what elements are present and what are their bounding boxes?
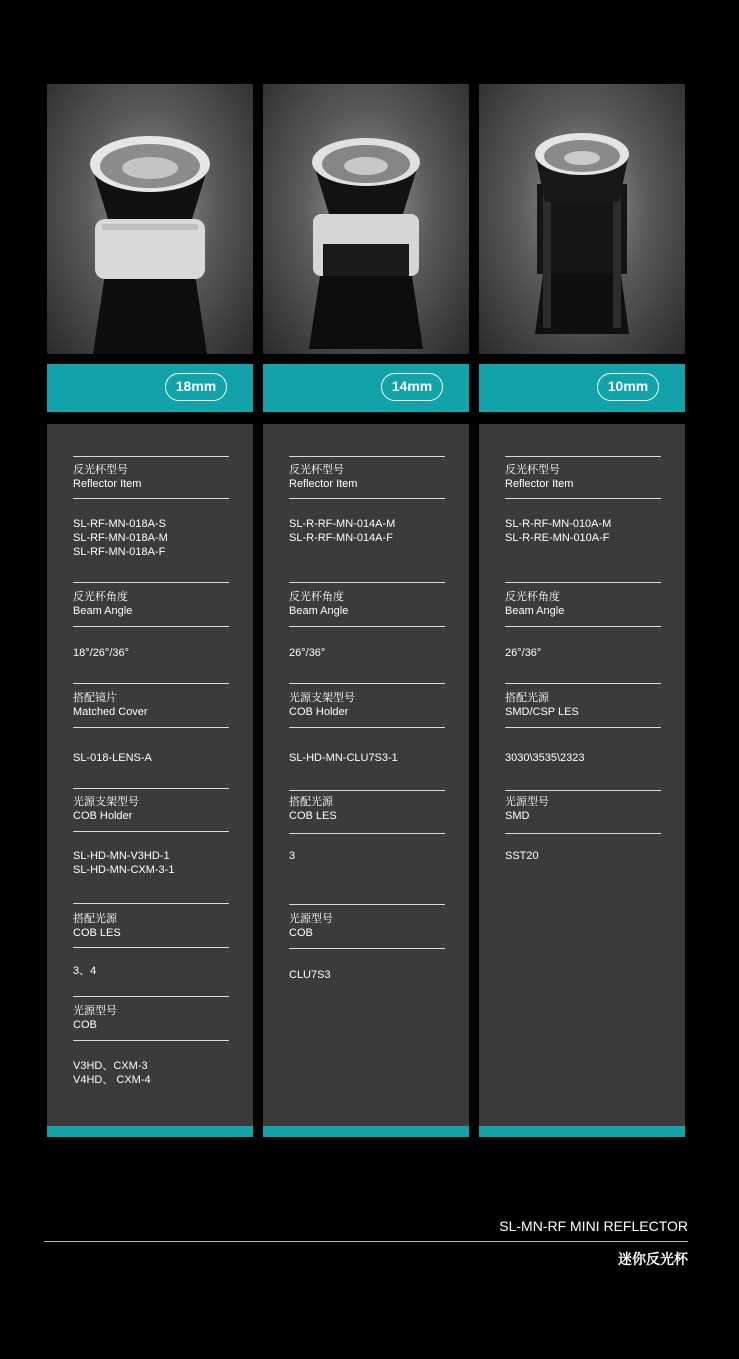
spec-value: SST20 [505,850,539,862]
size-badge: 18mm [165,373,227,401]
spec-value: SL-R-RF-MN-010A-M SL-R-RE-MN-010A-F [505,518,612,544]
divider [73,456,229,457]
spec-value: 3、4 [73,965,97,977]
divider [505,626,661,627]
divider [289,948,445,949]
divider [289,456,445,457]
product-photo [263,84,469,354]
spec-value: SL-018-LENS-A [73,752,152,764]
panel-accent-bar [263,1126,469,1137]
spec-value: CLU7S3 [289,969,331,981]
divider [73,582,229,583]
reflector-cup-photo-icon [47,84,253,354]
size-badge: 14mm [381,373,443,401]
divider [73,788,229,789]
spec-label: 光源支架型号 COB Holder [289,692,355,718]
divider [289,498,445,499]
divider [73,996,229,997]
footer-title-en: SL-MN-RF MINI REFLECTOR [499,1218,688,1234]
spec-label: 反光杯角度 Beam Angle [505,591,565,617]
spec-label: 光源支架型号 COB Holder [73,796,139,822]
panel-accent-bar [47,1126,253,1137]
spec-panel [479,424,685,1126]
divider [505,833,661,834]
divider [505,456,661,457]
spec-value: SL-HD-MN-V3HD-1 SL-HD-MN-CXM-3-1 [73,850,175,876]
divider [505,683,661,684]
size-band [479,364,685,412]
reflector-cup-photo-icon [263,84,469,354]
divider [73,947,229,948]
divider [73,498,229,499]
divider [73,626,229,627]
divider [289,683,445,684]
panel-accent-bar [479,1126,685,1137]
divider [289,626,445,627]
divider [505,790,661,791]
spec-panel [47,424,253,1126]
spec-label: 光源型号 SMD [505,796,549,822]
spec-label: 搭配光源 COB LES [289,796,337,822]
product-photo [47,84,253,354]
divider [289,904,445,905]
spec-label: 反光杯型号 Reflector Item [505,464,574,490]
divider [505,727,661,728]
divider [73,831,229,832]
spec-label: 光源型号 COB [289,913,333,939]
spec-value: SL-RF-MN-018A-S SL-RF-MN-018A-M SL-RF-MN-018A-F [73,518,168,558]
spec-label: 反光杯型号 Reflector Item [73,464,142,490]
spec-value: 3 [289,850,296,862]
spec-value: SL-HD-MN-CLU7S3-1 [289,752,398,764]
size-band [263,364,469,412]
spec-value: SL-R-RF-MN-014A-M SL-R-RF-MN-014A-F [289,518,396,544]
divider [289,727,445,728]
divider [505,498,661,499]
spec-value: V3HD、CXM-3 V4HD、 CXM-4 [73,1060,151,1086]
spec-panel [263,424,469,1126]
spec-label: 反光杯角度 Beam Angle [73,591,133,617]
divider [73,727,229,728]
spec-value: 18°/26°/36° [73,647,130,659]
spec-label: 反光杯型号 Reflector Item [289,464,358,490]
spec-label: 搭配镜片 Matched Cover [73,692,148,718]
divider [73,903,229,904]
footer-divider [44,1241,688,1242]
spec-value: 26°/36° [289,647,326,659]
spec-value: 3030\3535\2323 [505,752,585,764]
spec-label: 搭配光源 SMD/CSP LES [505,692,579,718]
divider [289,833,445,834]
divider [289,790,445,791]
spec-label: 光源型号 COB [73,1005,117,1031]
footer-title-cn: 迷你反光杯 [618,1251,688,1267]
reflector-cup-photo-icon [479,84,685,354]
spec-label: 搭配光源 COB LES [73,913,121,939]
product-photo [479,84,685,354]
divider [73,683,229,684]
spec-value: 26°/36° [505,647,542,659]
divider [73,1040,229,1041]
divider [505,582,661,583]
size-band [47,364,253,412]
spec-label: 反光杯角度 Beam Angle [289,591,349,617]
size-badge: 10mm [597,373,659,401]
divider [289,582,445,583]
